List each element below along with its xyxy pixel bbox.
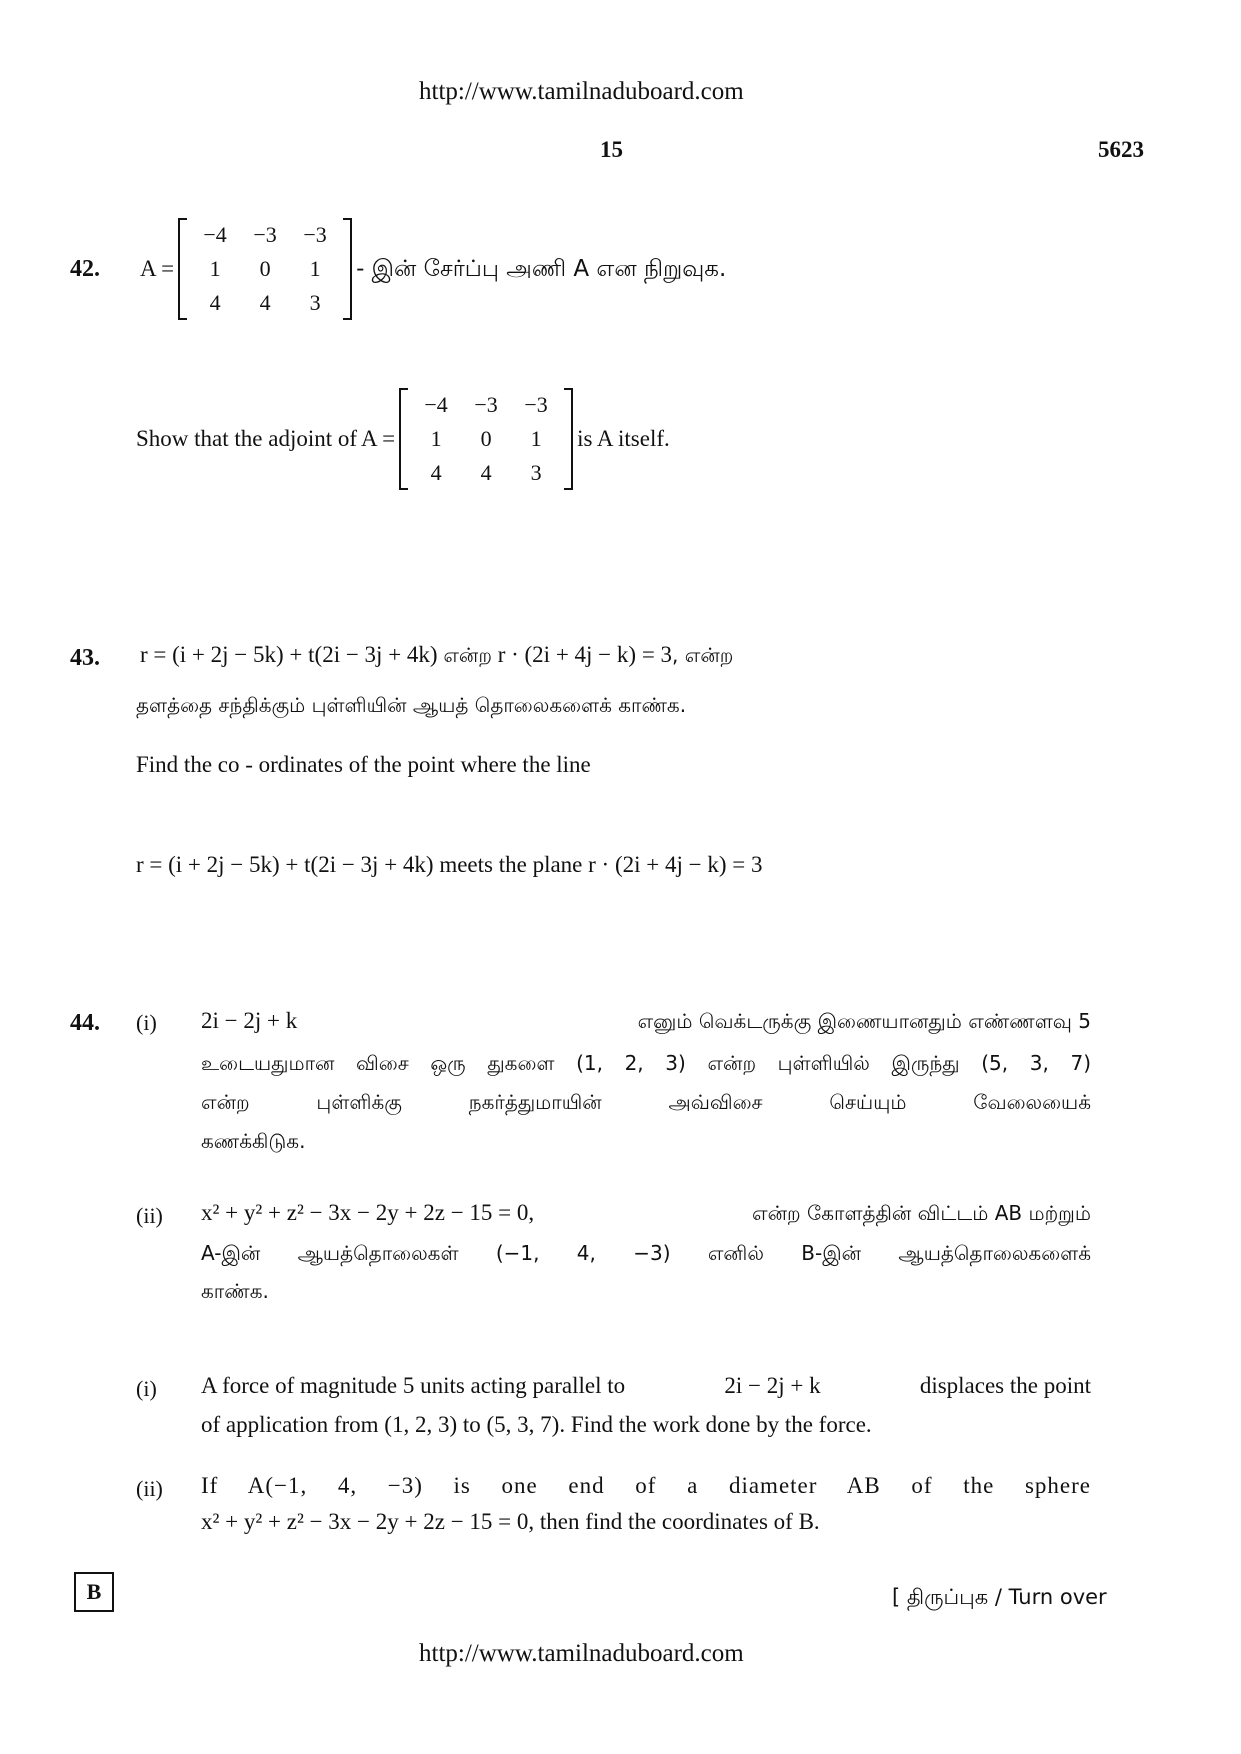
q43-tamil-mid: என்ற — [443, 643, 492, 667]
question-number-44: 44. — [70, 1010, 100, 1036]
q42-tamil-text: - இன் சேர்ப்பு அணி A என நிறுவுக. — [356, 256, 727, 282]
q43-tamil-line1 — [140, 636, 733, 674]
q44-english-i-line1 — [201, 1367, 1091, 1405]
q43-line-equation: r = (i + 2j − 5k) + t(2i − 3j + 4k) — [140, 642, 438, 667]
q44-tamil-ii-label: (ii) — [136, 1203, 163, 1228]
q43-tamil-line2: தளத்தை சந்திக்கும் புள்ளியின் ஆயத் தொலைகளைக் காண்க. — [136, 693, 687, 717]
matrix-cell: 3 — [309, 290, 321, 315]
matrix-cell: 0 — [480, 426, 492, 451]
q44-tamil-ii-line2: A-இன் ஆயத்தொலைகள் (−1, 4, −3) எனில் B-இன் ஆயத்தொலைகளைக் — [201, 1241, 1091, 1265]
q42-matrix-label: A = — [140, 256, 175, 281]
q44-tamil-i-line4: கணக்கிடுக. — [201, 1129, 306, 1153]
matrix-cell: 4 — [259, 290, 271, 315]
q43-plane-equation: r · (2i + 4j − k) = 3 — [497, 642, 673, 667]
q44-english-i-label: (i) — [136, 1376, 157, 1401]
q44-i-vector: 2i − 2j + k — [201, 1008, 298, 1033]
q44-tamil-i-line3: என்ற புள்ளிக்கு நகர்த்துமாயின் அவ்விசை செய்யும் வேலையைக் — [201, 1090, 1091, 1114]
matrix-cell: −4 — [424, 392, 448, 417]
q44-tamil-ii-line3: காண்க. — [201, 1279, 269, 1303]
q42-english-matrix-label: A = — [361, 426, 396, 451]
q42-matrix — [178, 218, 352, 320]
q44-tamil-i-line1-rest: எனும் வெக்டருக்கு இணையானதும் எண்ணளவு 5 — [637, 1009, 1091, 1033]
q44-english-ii-line1: If A(−1, 4, −3) is one end of a diameter AB of the sphere — [201, 1473, 1091, 1498]
q44-tamil-i-label: (i) — [136, 1010, 157, 1035]
page-number: 15 — [600, 137, 623, 162]
paper-code: 5623 — [1098, 137, 1144, 162]
matrix-cell: 1 — [530, 426, 542, 451]
question-number-43: 43. — [70, 645, 100, 671]
matrix-cell: 4 — [209, 290, 221, 315]
matrix-cell: 3 — [530, 460, 542, 485]
matrix-cell: 1 — [309, 256, 321, 281]
question-number-42: 42. — [70, 256, 100, 282]
matrix-cell: −3 — [253, 222, 277, 247]
q43-english-line1: Find the co - ordinates of the point where the line — [136, 752, 591, 777]
q43-english-meets: meets the plane — [439, 852, 583, 877]
q44-english-ii-line2: x² + y² + z² − 3x − 2y + 2z − 15 = 0, then find the coordinates of B. — [201, 1509, 820, 1534]
q44-tamil-ii-equation: x² + y² + z² − 3x − 2y + 2z − 15 = 0, — [201, 1200, 535, 1225]
q42-english-matrix — [399, 388, 573, 490]
footer-url[interactable]: http://www.tamilnaduboard.com — [419, 1640, 744, 1667]
q44-english-i-line2: of application from (1, 2, 3) to (5, 3, 7). Find the work done by the force. — [201, 1412, 872, 1437]
q44-english-i-post: displaces the point — [919, 1373, 1091, 1398]
q43-tamil-end: , என்ற — [672, 643, 734, 667]
matrix-cell: 1 — [430, 426, 442, 451]
turn-over: [ திருப்புக / Turn over — [892, 1585, 1107, 1609]
q44-tamil-ii-line1-rest: என்ற கோளத்தின் விட்டம் AB மற்றும் — [752, 1201, 1091, 1225]
q44-english-i-vector: 2i − 2j + k — [724, 1373, 821, 1398]
q42-english-prefix: Show that the adjoint of — [136, 426, 358, 451]
matrix-cell: 0 — [259, 256, 271, 281]
q44-tamil-i-line1 — [201, 1002, 1091, 1040]
matrix-cell: 1 — [209, 256, 221, 281]
q44-tamil-i-line2: உடையதுமான விசை ஒரு துகளை (1, 2, 3) என்ற புள்ளியில் இருந்து (5, 3, 7) — [201, 1051, 1091, 1075]
matrix-cell: 4 — [480, 460, 492, 485]
q42-english-suffix: is A itself. — [577, 426, 670, 451]
matrix-cell: −3 — [303, 222, 327, 247]
q43-english-plane-equation: r · (2i + 4j − k) = 3 — [588, 852, 763, 877]
q44-english-ii-label: (ii) — [136, 1476, 163, 1501]
header-url[interactable]: http://www.tamilnaduboard.com — [419, 78, 744, 105]
series-box: B — [74, 1572, 114, 1612]
q44-tamil-ii-line1 — [201, 1194, 1091, 1232]
q42-english-statement — [136, 388, 670, 490]
q43-english-line2 — [136, 846, 762, 884]
q44-english-i-pre: A force of magnitude 5 units acting parallel to — [201, 1373, 626, 1398]
matrix-cell: 4 — [430, 460, 442, 485]
q42-tamil-statement — [140, 218, 726, 320]
q43-english-line-equation: r = (i + 2j − 5k) + t(2i − 3j + 4k) — [136, 852, 434, 877]
matrix-cell: −4 — [203, 222, 227, 247]
matrix-cell: −3 — [524, 392, 548, 417]
matrix-cell: −3 — [474, 392, 498, 417]
